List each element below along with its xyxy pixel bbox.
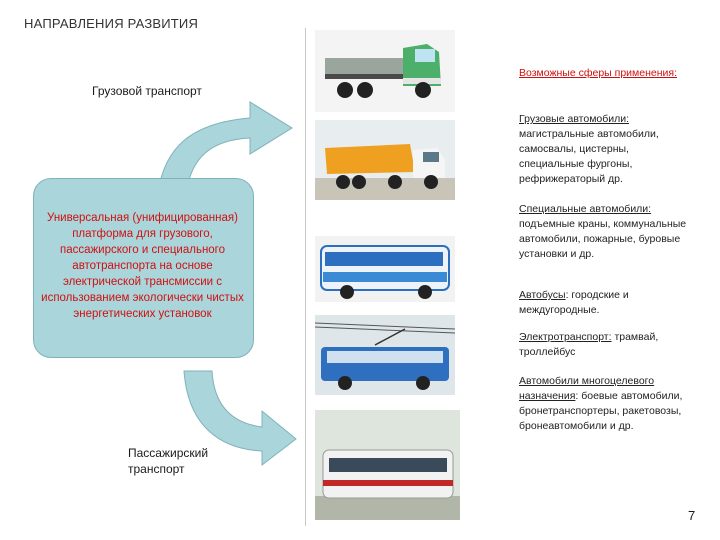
block-head: Грузовые автомобили: xyxy=(519,113,630,125)
block-head: Специальные автомобили: xyxy=(519,203,652,215)
block-body: трамвай, троллейбус xyxy=(519,331,659,358)
cargo-transport-label: Грузовой транспорт xyxy=(92,84,202,98)
block-head: Автобусы xyxy=(519,289,566,301)
tram-image xyxy=(315,410,460,520)
block-buses xyxy=(519,288,694,318)
page-number: 7 xyxy=(688,508,696,523)
spheres-heading: Возможные сферы применения: xyxy=(519,67,677,79)
block-body: : боевые автомобили, бронетранспортеры, ракетовозы, бронеавтомобили и др. xyxy=(519,390,683,432)
dump-truck-image xyxy=(315,120,455,200)
city-bus-image xyxy=(315,236,455,302)
platform-text: Универсальная (унифицированная) платформа для грузового, пассажирского и специального автотранспорта на основе электрической трансмиссии с использованием экологически чистых энергетических установок xyxy=(41,212,244,320)
divider-line xyxy=(305,28,306,526)
block-body: подъемные краны, коммунальные автомобили, пожарные, буровые установки и др. xyxy=(519,218,687,260)
block-electric-transport xyxy=(519,330,694,360)
block-special-cars xyxy=(519,202,694,262)
block-head: Автомобили многоцелевого назначения xyxy=(519,375,655,402)
block-head: Электротранспорт: xyxy=(519,331,612,343)
page-title: НАПРАВЛЕНИЯ РАЗВИТИЯ xyxy=(24,16,199,31)
trolleybus-image xyxy=(315,315,455,395)
block-body: : городские и междугородные. xyxy=(519,289,629,316)
block-cargo-cars xyxy=(519,112,694,187)
flatbed-truck-image xyxy=(315,30,455,112)
block-multipurpose-vehicles xyxy=(519,374,694,434)
block-body: магистральные автомобили, самосвалы, цистерны, специальные фургоны, рефрижераторый др. xyxy=(519,128,659,185)
passenger-transport-label: Пассажирский транспорт xyxy=(128,446,209,476)
